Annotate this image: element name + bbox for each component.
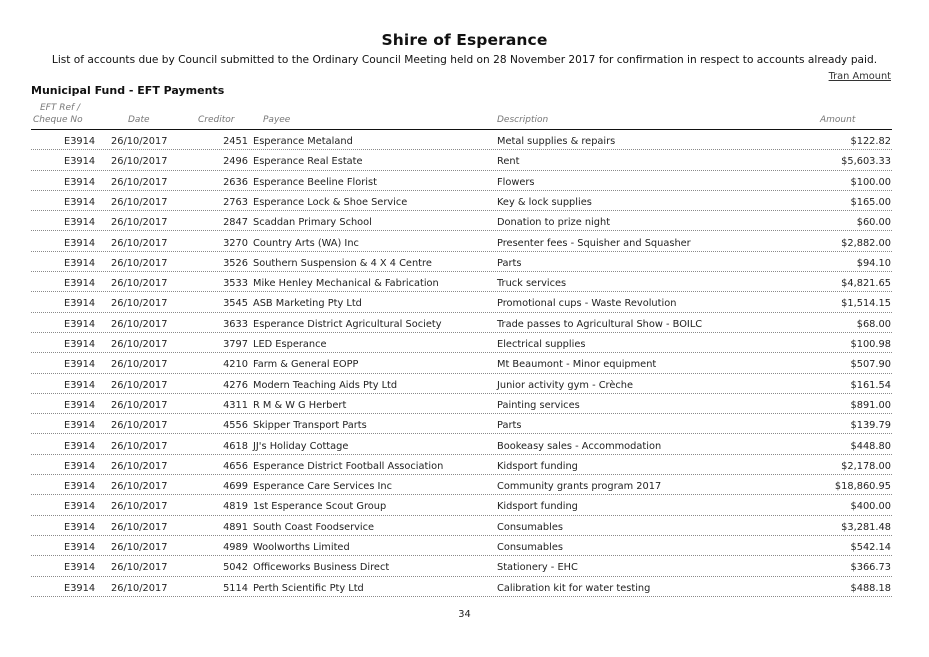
- cell-eft-ref: E3914: [64, 562, 96, 574]
- cell-payee: Esperance Real Estate: [253, 156, 363, 168]
- header-ref-line1: EFT Ref /: [40, 103, 81, 113]
- cell-creditor: 4819: [223, 501, 248, 513]
- cell-amount: $3,281.48: [841, 521, 891, 533]
- cell-eft-ref: E3914: [64, 217, 96, 229]
- cell-amount: $448.80: [850, 440, 891, 452]
- cell-payee: Esperance Care Services Inc: [253, 481, 393, 493]
- cell-payee: Officeworks Business Direct: [253, 562, 390, 574]
- cell-eft-ref: E3914: [64, 257, 96, 269]
- cell-amount: $400.00: [850, 501, 891, 513]
- table-row: [0, 556, 929, 576]
- tran-amount-label: Tran Amount: [828, 71, 891, 82]
- cell-creditor: 4656: [223, 460, 248, 472]
- cell-date: 26/10/2017: [111, 257, 168, 269]
- cell-eft-ref: E3914: [64, 136, 96, 147]
- cell-description: Junior activity gym - Crèche: [497, 379, 634, 391]
- cell-description: Metal supplies & repairs: [497, 136, 616, 147]
- table-row: [0, 130, 929, 150]
- table-row: [0, 435, 929, 455]
- cell-creditor: 3545: [223, 298, 248, 310]
- cell-eft-ref: E3914: [64, 359, 96, 371]
- cell-eft-ref: E3914: [64, 582, 96, 594]
- cell-amount: $5,603.33: [841, 156, 891, 168]
- cell-creditor: 3797: [223, 339, 248, 350]
- table-row: [0, 232, 929, 252]
- cell-description: Presenter fees - Squisher and Squasher: [497, 237, 691, 249]
- cell-payee: Esperance District Agricultural Society: [253, 318, 442, 330]
- cell-creditor: 4618: [223, 440, 248, 452]
- cell-eft-ref: E3914: [64, 460, 96, 472]
- cell-eft-ref: E3914: [64, 379, 96, 391]
- cell-amount: $542.14: [850, 542, 891, 553]
- cell-description: Kidsport funding: [497, 460, 578, 472]
- table-row: [0, 536, 929, 556]
- cell-eft-ref: E3914: [64, 237, 96, 249]
- cell-payee: Esperance Metaland: [253, 136, 353, 147]
- cell-description: Community grants program 2017: [497, 481, 662, 493]
- table-row: [0, 252, 929, 272]
- cell-date: 26/10/2017: [111, 237, 168, 249]
- cell-amount: $122.82: [850, 136, 891, 147]
- cell-eft-ref: E3914: [64, 156, 96, 168]
- cell-payee: Scaddan Primary School: [253, 217, 372, 229]
- cell-date: 26/10/2017: [111, 562, 168, 574]
- cell-amount: $100.98: [850, 339, 891, 350]
- cell-date: 26/10/2017: [111, 318, 168, 330]
- cell-eft-ref: E3914: [64, 339, 96, 350]
- header-amount: Amount: [820, 115, 856, 125]
- cell-description: Promotional cups - Waste Revolution: [497, 298, 677, 310]
- cell-payee: JJ's Holiday Cottage: [253, 440, 349, 452]
- cell-creditor: 4210: [223, 359, 248, 371]
- cell-amount: $161.54: [850, 379, 891, 391]
- cell-description: Flowers: [497, 176, 535, 188]
- cell-creditor: 4699: [223, 481, 248, 493]
- table-row: [0, 171, 929, 191]
- page-number: 34: [458, 609, 471, 620]
- cell-payee: Esperance District Football Association: [253, 460, 444, 472]
- table-row: [0, 475, 929, 495]
- cell-payee: R M & W G Herbert: [253, 399, 347, 411]
- cell-date: 26/10/2017: [111, 582, 168, 594]
- header-payee: Payee: [263, 115, 291, 125]
- section-title: Municipal Fund - EFT Payments: [31, 84, 225, 97]
- cell-amount: $94.10: [856, 257, 891, 269]
- header-description: Description: [497, 115, 549, 125]
- cell-description: Donation to prize night: [497, 217, 611, 229]
- cell-amount: $2,178.00: [841, 460, 891, 472]
- cell-amount: $366.73: [850, 562, 891, 574]
- cell-payee: Skipper Transport Parts: [253, 420, 367, 432]
- cell-payee: Perth Scientific Pty Ltd: [253, 582, 364, 594]
- cell-date: 26/10/2017: [111, 278, 168, 290]
- table-row: [0, 191, 929, 211]
- cell-creditor: 3533: [223, 278, 248, 290]
- cell-description: Consumables: [497, 521, 563, 533]
- cell-eft-ref: E3914: [64, 318, 96, 330]
- cell-date: 26/10/2017: [111, 440, 168, 452]
- cell-payee: Southern Suspension & 4 X 4 Centre: [253, 257, 432, 269]
- table-row: [0, 414, 929, 434]
- header-ref-line2: Cheque No: [33, 115, 83, 125]
- cell-creditor: 3633: [223, 318, 248, 330]
- cell-eft-ref: E3914: [64, 481, 96, 493]
- cell-description: Electrical supplies: [497, 339, 586, 350]
- cell-amount: $60.00: [856, 217, 891, 229]
- cell-description: Key & lock supplies: [497, 196, 592, 208]
- table-row: [0, 455, 929, 475]
- cell-creditor: 2496: [223, 156, 248, 168]
- cell-date: 26/10/2017: [111, 359, 168, 371]
- cell-amount: $1,514.15: [841, 298, 891, 310]
- cell-date: 26/10/2017: [111, 156, 168, 168]
- cell-payee: 1st Esperance Scout Group: [253, 501, 387, 513]
- cell-amount: $68.00: [856, 318, 891, 330]
- cell-date: 26/10/2017: [111, 481, 168, 493]
- cell-eft-ref: E3914: [64, 278, 96, 290]
- header-date: Date: [128, 115, 150, 125]
- cell-amount: $4,821.65: [841, 278, 891, 290]
- cell-payee: Esperance Beeline Florist: [253, 176, 377, 188]
- cell-payee: Woolworths Limited: [253, 542, 350, 553]
- cell-creditor: 4556: [223, 420, 248, 432]
- cell-creditor: 3270: [223, 237, 248, 249]
- cell-description: Stationery - EHC: [497, 562, 578, 574]
- cell-amount: $18,860.95: [834, 481, 891, 493]
- cell-eft-ref: E3914: [64, 420, 96, 432]
- cell-amount: $488.18: [850, 582, 891, 594]
- cell-creditor: 4311: [223, 399, 248, 411]
- cell-payee: South Coast Foodservice: [253, 521, 375, 533]
- cell-payee: Country Arts (WA) Inc: [253, 237, 359, 249]
- cell-creditor: 4989: [223, 542, 248, 553]
- table-row: [0, 374, 929, 394]
- table-row: [0, 516, 929, 536]
- cell-date: 26/10/2017: [111, 136, 168, 147]
- cell-creditor: 2636: [223, 176, 248, 188]
- cell-eft-ref: E3914: [64, 399, 96, 411]
- cell-description: Consumables: [497, 542, 563, 553]
- cell-date: 26/10/2017: [111, 217, 168, 229]
- cell-payee: Esperance Lock & Shoe Service: [253, 196, 408, 208]
- cell-creditor: 2451: [223, 136, 248, 147]
- table-row: [0, 353, 929, 373]
- table-row: [0, 150, 929, 170]
- cell-description: Bookeasy sales - Accommodation: [497, 440, 662, 452]
- cell-amount: $100.00: [850, 176, 891, 188]
- table-row: [0, 313, 929, 333]
- cell-eft-ref: E3914: [64, 542, 96, 553]
- table-row: [0, 211, 929, 231]
- cell-creditor: 2847: [223, 217, 248, 229]
- cell-eft-ref: E3914: [64, 298, 96, 310]
- cell-eft-ref: E3914: [64, 440, 96, 452]
- cell-payee: LED Esperance: [253, 339, 327, 350]
- cell-date: 26/10/2017: [111, 379, 168, 391]
- cell-eft-ref: E3914: [64, 196, 96, 208]
- cell-amount: $165.00: [850, 196, 891, 208]
- cell-date: 26/10/2017: [111, 420, 168, 432]
- cell-creditor: 4276: [223, 379, 248, 391]
- cell-date: 26/10/2017: [111, 501, 168, 513]
- cell-date: 26/10/2017: [111, 521, 168, 533]
- cell-payee: ASB Marketing Pty Ltd: [253, 298, 362, 310]
- cell-date: 26/10/2017: [111, 542, 168, 553]
- cell-description: Mt Beaumont - Minor equipment: [497, 359, 657, 371]
- table-row: [0, 272, 929, 292]
- table-row: [0, 292, 929, 312]
- header-creditor: Creditor: [198, 115, 235, 125]
- cell-amount: $891.00: [850, 399, 891, 411]
- cell-creditor: 3526: [223, 257, 248, 269]
- cell-description: Kidsport funding: [497, 501, 578, 513]
- cell-date: 26/10/2017: [111, 460, 168, 472]
- cell-description: Calibration kit for water testing: [497, 582, 651, 594]
- cell-description: Parts: [497, 420, 522, 432]
- cell-creditor: 4891: [223, 521, 248, 533]
- cell-description: Parts: [497, 257, 522, 269]
- cell-date: 26/10/2017: [111, 298, 168, 310]
- table-row: [0, 577, 929, 597]
- cell-payee: Modern Teaching Aids Pty Ltd: [253, 379, 398, 391]
- cell-eft-ref: E3914: [64, 501, 96, 513]
- cell-description: Rent: [497, 156, 520, 168]
- table-row: [0, 495, 929, 515]
- cell-eft-ref: E3914: [64, 176, 96, 188]
- cell-creditor: 2763: [223, 196, 248, 208]
- cell-creditor: 5114: [223, 582, 248, 594]
- cell-date: 26/10/2017: [111, 176, 168, 188]
- page-subtitle: List of accounts due by Council submitted to the Ordinary Council Meeting held on 28 November 2017 for confirmation in respect to accounts already paid.: [51, 54, 878, 66]
- cell-eft-ref: E3914: [64, 521, 96, 533]
- cell-amount: $507.90: [850, 359, 891, 371]
- cell-amount: $139.79: [850, 420, 891, 432]
- page-title: Shire of Esperance: [381, 31, 548, 49]
- table-row: [0, 333, 929, 353]
- cell-description: Trade passes to Agricultural Show - BOILC: [497, 318, 703, 330]
- cell-payee: Farm & General EOPP: [253, 359, 359, 371]
- cell-description: Painting services: [497, 399, 580, 411]
- cell-date: 26/10/2017: [111, 339, 168, 350]
- table-row: [0, 394, 929, 414]
- cell-amount: $2,882.00: [841, 237, 891, 249]
- cell-date: 26/10/2017: [111, 399, 168, 411]
- cell-description: Truck services: [497, 278, 567, 290]
- cell-date: 26/10/2017: [111, 196, 168, 208]
- cell-payee: Mike Henley Mechanical & Fabrication: [253, 278, 439, 290]
- cell-creditor: 5042: [223, 562, 248, 574]
